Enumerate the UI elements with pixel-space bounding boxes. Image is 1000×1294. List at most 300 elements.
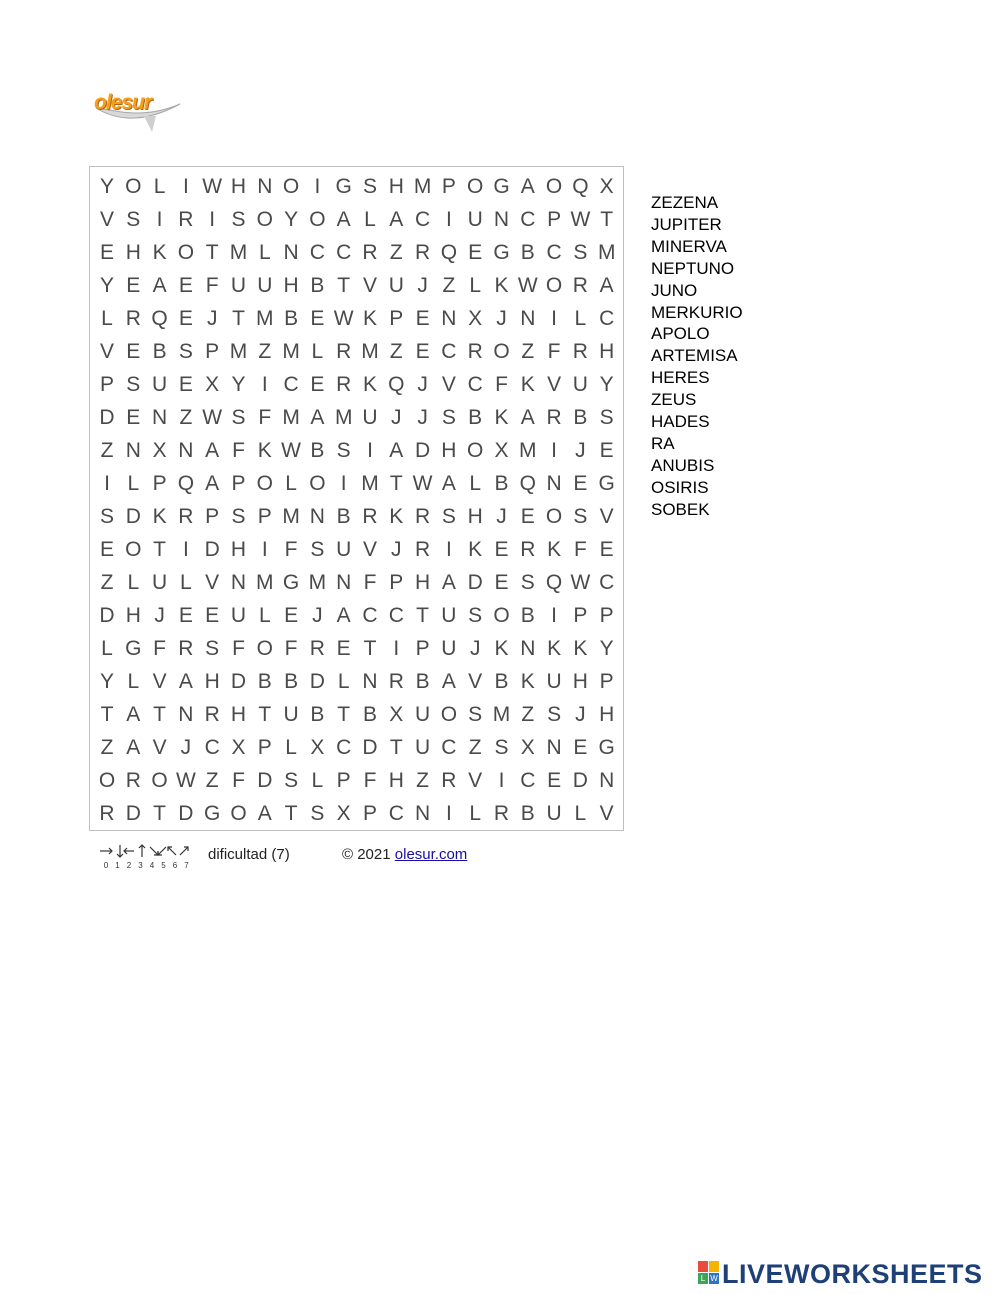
grid-letter[interactable]: X: [310, 736, 325, 759]
grid-letter[interactable]: E: [99, 538, 114, 561]
grid-letter[interactable]: E: [468, 241, 483, 264]
grid-letter[interactable]: H: [467, 505, 483, 528]
grid-letter[interactable]: V: [99, 340, 114, 363]
grid-letter[interactable]: P: [152, 472, 167, 495]
grid-letter[interactable]: G: [204, 802, 221, 825]
grid-letter[interactable]: C: [336, 241, 352, 264]
grid-letter[interactable]: P: [336, 769, 351, 792]
grid-letter[interactable]: R: [520, 538, 536, 561]
grid-letter[interactable]: V: [205, 571, 220, 594]
grid-letter[interactable]: M: [361, 340, 379, 363]
grid-letter[interactable]: Z: [205, 769, 219, 792]
grid-letter[interactable]: Q: [572, 175, 589, 198]
grid-letter[interactable]: M: [413, 175, 432, 198]
grid-letter[interactable]: U: [415, 736, 431, 759]
grid-letter[interactable]: P: [389, 571, 404, 594]
grid-letter[interactable]: A: [520, 175, 535, 198]
grid-letter[interactable]: P: [205, 340, 220, 363]
grid-letter[interactable]: L: [469, 802, 482, 825]
grid-letter[interactable]: A: [257, 802, 272, 825]
grid-letter[interactable]: L: [127, 571, 140, 594]
grid-letter[interactable]: I: [156, 208, 163, 231]
grid-letter[interactable]: U: [572, 373, 588, 396]
grid-letter[interactable]: E: [178, 373, 193, 396]
grid-letter[interactable]: Y: [599, 637, 614, 660]
grid-letter[interactable]: L: [127, 670, 140, 693]
grid-letter[interactable]: D: [467, 571, 483, 594]
grid-letter[interactable]: V: [468, 670, 483, 693]
grid-letter[interactable]: A: [441, 571, 456, 594]
grid-letter[interactable]: C: [388, 604, 404, 627]
grid-letter[interactable]: H: [415, 571, 431, 594]
grid-letter[interactable]: S: [468, 703, 483, 726]
grid-letter[interactable]: O: [177, 241, 195, 264]
grid-letter[interactable]: A: [441, 472, 456, 495]
grid-letter[interactable]: J: [575, 703, 586, 726]
grid-letter[interactable]: X: [389, 703, 404, 726]
grid-letter[interactable]: R: [125, 307, 141, 330]
grid-letter[interactable]: T: [600, 208, 614, 231]
grid-letter[interactable]: R: [493, 802, 510, 825]
grid-letter[interactable]: F: [573, 538, 587, 561]
grid-letter[interactable]: M: [334, 406, 353, 429]
grid-letter[interactable]: N: [362, 670, 378, 693]
grid-letter[interactable]: H: [388, 769, 404, 792]
grid-letter[interactable]: Z: [416, 769, 429, 792]
grid-letter[interactable]: C: [520, 208, 536, 231]
grid-letter[interactable]: A: [389, 208, 404, 231]
grid-letter[interactable]: D: [309, 670, 325, 693]
grid-letter[interactable]: N: [336, 571, 352, 594]
grid-letter[interactable]: F: [284, 538, 298, 561]
grid-letter[interactable]: U: [467, 208, 483, 231]
grid-letter[interactable]: B: [336, 505, 351, 528]
grid-letter[interactable]: S: [441, 505, 456, 528]
grid-letter[interactable]: U: [441, 604, 457, 627]
grid-letter[interactable]: E: [336, 637, 351, 660]
grid-letter[interactable]: E: [520, 505, 535, 528]
grid-letter[interactable]: I: [551, 604, 558, 627]
grid-letter[interactable]: I: [445, 208, 452, 231]
grid-letter[interactable]: W: [570, 208, 591, 231]
grid-letter[interactable]: L: [258, 241, 271, 264]
grid-letter[interactable]: N: [415, 802, 431, 825]
grid-letter[interactable]: W: [175, 769, 196, 792]
grid-letter[interactable]: C: [599, 307, 615, 330]
grid-letter[interactable]: E: [205, 604, 220, 627]
grid-letter[interactable]: Z: [468, 736, 482, 759]
grid-letter[interactable]: R: [336, 373, 352, 396]
grid-letter[interactable]: D: [230, 670, 247, 693]
grid-letter[interactable]: F: [232, 637, 245, 660]
grid-letter[interactable]: N: [230, 571, 247, 594]
grid-letter[interactable]: M: [361, 472, 379, 495]
grid-letter[interactable]: W: [281, 439, 301, 462]
grid-letter[interactable]: O: [256, 208, 273, 231]
grid-letter[interactable]: E: [178, 307, 193, 330]
grid-letter[interactable]: E: [547, 769, 562, 792]
grid-letter[interactable]: R: [415, 538, 431, 561]
grid-letter[interactable]: F: [284, 637, 298, 660]
grid-letter[interactable]: I: [340, 472, 347, 495]
grid-letter[interactable]: W: [202, 406, 223, 429]
grid-letter[interactable]: C: [441, 736, 457, 759]
grid-letter[interactable]: I: [182, 538, 189, 561]
grid-letter[interactable]: B: [573, 406, 588, 429]
grid-letter[interactable]: K: [362, 373, 377, 396]
grid-letter[interactable]: T: [337, 274, 351, 297]
grid-letter[interactable]: D: [204, 538, 220, 561]
grid-letter[interactable]: Z: [389, 340, 403, 363]
grid-letter[interactable]: C: [467, 373, 483, 396]
grid-letter[interactable]: E: [310, 373, 325, 396]
grid-letter[interactable]: N: [309, 505, 325, 528]
grid-letter[interactable]: F: [363, 571, 377, 594]
grid-letter[interactable]: T: [389, 472, 403, 495]
grid-letter[interactable]: J: [469, 637, 481, 660]
grid-letter[interactable]: T: [416, 604, 429, 627]
grid-letter[interactable]: N: [520, 307, 536, 330]
grid-letter[interactable]: O: [545, 175, 563, 198]
grid-letter[interactable]: P: [441, 175, 456, 198]
grid-letter[interactable]: A: [152, 274, 167, 297]
grid-letter[interactable]: U: [546, 802, 562, 825]
grid-letter[interactable]: B: [362, 703, 377, 726]
grid-letter[interactable]: S: [441, 406, 456, 429]
grid-letter[interactable]: Z: [442, 274, 456, 297]
grid-letter[interactable]: K: [573, 637, 588, 660]
grid-letter[interactable]: T: [205, 241, 219, 264]
grid-letter[interactable]: S: [126, 373, 141, 396]
grid-letter[interactable]: E: [573, 736, 588, 759]
grid-letter[interactable]: B: [494, 670, 509, 693]
grid-letter[interactable]: S: [494, 736, 509, 759]
grid-letter[interactable]: N: [152, 406, 168, 429]
grid-letter[interactable]: B: [310, 274, 325, 297]
grid-letter[interactable]: N: [178, 703, 194, 726]
grid-letter[interactable]: B: [310, 703, 325, 726]
grid-letter[interactable]: L: [127, 472, 140, 495]
grid-letter[interactable]: B: [520, 802, 535, 825]
grid-letter[interactable]: Z: [100, 736, 114, 759]
grid-letter[interactable]: M: [229, 241, 248, 264]
grid-letter[interactable]: R: [178, 208, 194, 231]
grid-letter[interactable]: F: [258, 406, 272, 429]
grid-letter[interactable]: F: [153, 637, 166, 660]
grid-letter[interactable]: F: [232, 439, 245, 462]
grid-letter[interactable]: B: [257, 670, 272, 693]
grid-letter[interactable]: A: [599, 274, 614, 297]
grid-letter[interactable]: F: [205, 274, 219, 297]
grid-letter[interactable]: W: [202, 175, 223, 198]
grid-letter[interactable]: I: [367, 439, 373, 462]
grid-letter[interactable]: C: [415, 208, 431, 231]
grid-letter[interactable]: I: [261, 373, 268, 396]
grid-letter[interactable]: F: [495, 373, 508, 396]
grid-letter[interactable]: E: [126, 406, 141, 429]
grid-letter[interactable]: S: [205, 637, 220, 660]
grid-letter[interactable]: B: [520, 241, 535, 264]
grid-letter[interactable]: A: [389, 439, 404, 462]
grid-letter[interactable]: E: [310, 307, 325, 330]
grid-letter[interactable]: Y: [99, 274, 114, 297]
grid-letter[interactable]: U: [230, 274, 247, 297]
grid-letter[interactable]: R: [415, 241, 431, 264]
grid-letter[interactable]: Y: [599, 373, 614, 396]
grid-letter[interactable]: Z: [100, 439, 114, 462]
grid-letter[interactable]: T: [284, 802, 298, 825]
grid-letter[interactable]: S: [310, 538, 325, 561]
grid-letter[interactable]: Q: [177, 472, 195, 495]
grid-letter[interactable]: Q: [519, 472, 536, 495]
grid-letter[interactable]: C: [336, 736, 352, 759]
grid-letter[interactable]: I: [393, 637, 400, 660]
grid-letter[interactable]: B: [310, 439, 325, 462]
grid-letter[interactable]: M: [519, 439, 537, 462]
grid-letter[interactable]: R: [467, 340, 483, 363]
grid-letter[interactable]: Q: [388, 373, 405, 396]
grid-letter[interactable]: C: [546, 241, 562, 264]
grid-letter[interactable]: Y: [99, 175, 114, 198]
grid-letter[interactable]: B: [284, 307, 299, 330]
grid-letter[interactable]: G: [598, 736, 615, 759]
grid-letter[interactable]: C: [599, 571, 615, 594]
grid-letter[interactable]: A: [205, 439, 220, 462]
grid-letter[interactable]: H: [230, 175, 247, 198]
grid-letter[interactable]: L: [311, 340, 324, 363]
grid-letter[interactable]: L: [101, 637, 113, 660]
grid-letter[interactable]: L: [574, 307, 587, 330]
grid-letter[interactable]: I: [551, 307, 558, 330]
grid-letter[interactable]: D: [415, 439, 431, 462]
grid-letter[interactable]: F: [232, 769, 245, 792]
grid-letter[interactable]: U: [362, 406, 378, 429]
grid-letter[interactable]: K: [152, 505, 167, 528]
grid-letter[interactable]: N: [257, 175, 273, 198]
grid-letter[interactable]: R: [415, 505, 431, 528]
grid-letter[interactable]: M: [308, 571, 327, 594]
grid-letter[interactable]: V: [152, 670, 167, 693]
grid-letter[interactable]: Q: [545, 571, 563, 594]
grid-letter[interactable]: M: [282, 406, 300, 429]
grid-letter[interactable]: R: [546, 406, 562, 429]
grid-letter[interactable]: E: [99, 241, 114, 264]
grid-letter[interactable]: I: [445, 802, 452, 825]
grid-letter[interactable]: B: [152, 340, 167, 363]
grid-letter[interactable]: N: [125, 439, 141, 462]
grid-letter[interactable]: P: [99, 373, 114, 396]
grid-letter[interactable]: O: [256, 472, 273, 495]
grid-letter[interactable]: L: [364, 208, 376, 231]
grid-letter[interactable]: W: [517, 274, 538, 297]
grid-letter[interactable]: X: [336, 802, 351, 825]
grid-letter[interactable]: S: [126, 208, 141, 231]
grid-letter[interactable]: K: [494, 274, 509, 297]
grid-letter[interactable]: J: [417, 406, 428, 429]
grid-letter[interactable]: P: [257, 505, 272, 528]
grid-letter[interactable]: S: [99, 505, 114, 528]
grid-letter[interactable]: O: [230, 802, 247, 825]
grid-letter[interactable]: V: [547, 373, 562, 396]
grid-letter[interactable]: B: [415, 670, 430, 693]
grid-letter[interactable]: U: [546, 670, 562, 693]
grid-letter[interactable]: Z: [389, 241, 403, 264]
grid-letter[interactable]: U: [230, 604, 247, 627]
grid-letter[interactable]: L: [574, 802, 587, 825]
grid-letter[interactable]: D: [125, 505, 141, 528]
grid-letter[interactable]: W: [570, 571, 591, 594]
grid-letter[interactable]: K: [547, 538, 562, 561]
grid-letter[interactable]: U: [152, 571, 168, 594]
grid-letter[interactable]: S: [468, 604, 483, 627]
grid-letter[interactable]: G: [282, 571, 300, 594]
grid-letter[interactable]: N: [178, 439, 194, 462]
grid-letter[interactable]: H: [572, 670, 588, 693]
grid-letter[interactable]: I: [314, 175, 321, 198]
grid-letter[interactable]: P: [547, 208, 562, 231]
grid-letter[interactable]: T: [153, 703, 166, 726]
grid-letter[interactable]: R: [572, 340, 588, 363]
grid-letter[interactable]: T: [337, 703, 351, 726]
grid-letter[interactable]: S: [520, 571, 535, 594]
grid-letter[interactable]: H: [230, 703, 247, 726]
grid-letter[interactable]: I: [104, 472, 110, 495]
grid-letter[interactable]: D: [99, 406, 115, 429]
grid-letter[interactable]: J: [391, 538, 402, 561]
grid-letter[interactable]: O: [545, 505, 563, 528]
grid-letter[interactable]: S: [284, 769, 299, 792]
grid-letter[interactable]: N: [441, 307, 457, 330]
grid-letter[interactable]: U: [415, 703, 431, 726]
grid-letter[interactable]: W: [333, 307, 354, 330]
grid-letter[interactable]: T: [363, 637, 377, 660]
grid-letter[interactable]: H: [125, 241, 141, 264]
grid-letter[interactable]: K: [257, 439, 272, 462]
grid-letter[interactable]: R: [441, 769, 457, 792]
grid-letter[interactable]: A: [126, 703, 141, 726]
grid-letter[interactable]: N: [520, 637, 536, 660]
grid-letter[interactable]: F: [363, 769, 377, 792]
grid-letter[interactable]: T: [258, 703, 272, 726]
grid-letter[interactable]: Y: [284, 208, 299, 231]
grid-letter[interactable]: X: [520, 736, 535, 759]
grid-letter[interactable]: C: [204, 736, 220, 759]
grid-letter[interactable]: S: [599, 406, 614, 429]
grid-letter[interactable]: Q: [440, 241, 458, 264]
grid-letter[interactable]: B: [284, 670, 299, 693]
grid-letter[interactable]: U: [283, 703, 299, 726]
grid-letter[interactable]: O: [282, 175, 300, 198]
grid-letter[interactable]: Z: [521, 703, 535, 726]
grid-letter[interactable]: U: [336, 538, 352, 561]
grid-letter[interactable]: G: [335, 175, 352, 198]
grid-letter[interactable]: X: [231, 736, 246, 759]
grid-letter[interactable]: O: [256, 637, 273, 660]
grid-letter[interactable]: D: [362, 736, 378, 759]
grid-letter[interactable]: L: [101, 307, 113, 330]
grid-letter[interactable]: I: [498, 769, 505, 792]
grid-letter[interactable]: Q: [151, 307, 168, 330]
grid-letter[interactable]: O: [467, 439, 484, 462]
grid-letter[interactable]: N: [283, 241, 299, 264]
grid-letter[interactable]: Z: [521, 340, 535, 363]
grid-letter[interactable]: A: [441, 670, 456, 693]
grid-letter[interactable]: K: [152, 241, 167, 264]
grid-letter[interactable]: K: [494, 406, 509, 429]
grid-letter[interactable]: L: [285, 472, 297, 495]
grid-letter[interactable]: L: [311, 769, 324, 792]
grid-letter[interactable]: P: [415, 637, 430, 660]
grid-letter[interactable]: A: [336, 604, 351, 627]
grid-letter[interactable]: P: [257, 736, 272, 759]
grid-letter[interactable]: Y: [231, 373, 246, 396]
grid-letter[interactable]: K: [547, 637, 562, 660]
grid-letter[interactable]: C: [283, 373, 299, 396]
grid-letter[interactable]: O: [440, 703, 458, 726]
grid-letter[interactable]: R: [178, 505, 194, 528]
grid-letter[interactable]: H: [230, 538, 247, 561]
grid-letter[interactable]: U: [257, 274, 273, 297]
grid-letter[interactable]: Z: [258, 340, 272, 363]
liveworksheets-badge[interactable]: [698, 1259, 994, 1289]
grid-letter[interactable]: S: [573, 505, 588, 528]
grid-letter[interactable]: K: [389, 505, 404, 528]
grid-letter[interactable]: X: [152, 439, 167, 462]
grid-letter[interactable]: E: [415, 340, 430, 363]
grid-letter[interactable]: M: [597, 241, 616, 264]
grid-letter[interactable]: C: [388, 802, 404, 825]
grid-letter[interactable]: O: [545, 274, 563, 297]
grid-letter[interactable]: P: [231, 472, 246, 495]
grid-letter[interactable]: R: [99, 802, 115, 825]
grid-letter[interactable]: J: [391, 406, 402, 429]
grid-letter[interactable]: I: [261, 538, 268, 561]
grid-letter[interactable]: D: [257, 769, 273, 792]
grid-letter[interactable]: H: [204, 670, 220, 693]
grid-letter[interactable]: M: [282, 340, 300, 363]
grid-letter[interactable]: P: [599, 604, 614, 627]
grid-letter[interactable]: C: [441, 340, 457, 363]
grid-letter[interactable]: G: [598, 472, 615, 495]
grid-letter[interactable]: E: [178, 604, 193, 627]
grid-letter[interactable]: S: [231, 208, 246, 231]
grid-letter[interactable]: E: [284, 604, 299, 627]
grid-letter[interactable]: C: [362, 604, 378, 627]
grid-letter[interactable]: X: [468, 307, 483, 330]
grid-letter[interactable]: X: [205, 373, 220, 396]
grid-letter[interactable]: G: [125, 637, 142, 660]
grid-letter[interactable]: J: [154, 604, 165, 627]
grid-letter[interactable]: T: [100, 703, 114, 726]
grid-letter[interactable]: H: [599, 703, 615, 726]
grid-letter[interactable]: X: [494, 439, 509, 462]
grid-letter[interactable]: S: [231, 505, 246, 528]
grid-letter[interactable]: E: [178, 274, 193, 297]
grid-letter[interactable]: V: [441, 373, 456, 396]
grid-letter[interactable]: E: [494, 571, 509, 594]
grid-letter[interactable]: N: [546, 472, 562, 495]
grid-letter[interactable]: H: [283, 274, 299, 297]
grid-letter[interactable]: L: [337, 670, 350, 693]
grid-letter[interactable]: T: [389, 736, 403, 759]
grid-letter[interactable]: V: [362, 274, 377, 297]
grid-letter[interactable]: E: [126, 274, 141, 297]
grid-letter[interactable]: W: [412, 472, 433, 495]
grid-letter[interactable]: S: [310, 802, 325, 825]
grid-letter[interactable]: J: [180, 736, 192, 759]
grid-letter[interactable]: V: [362, 538, 377, 561]
grid-letter[interactable]: I: [182, 175, 189, 198]
